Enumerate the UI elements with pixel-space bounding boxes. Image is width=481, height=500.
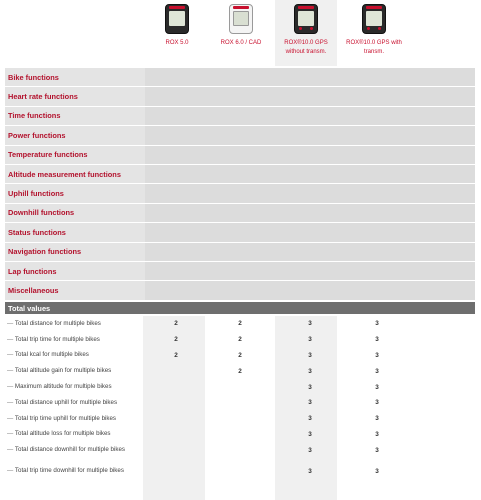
table-row: — Total altitude loss for multiple bikes 3 3 — [5, 427, 475, 443]
table-row: — Total altitude gain for multiple bikes 2 3 3 — [5, 363, 475, 379]
table-row: — Total distance uphill for multiple bikes 3 3 — [5, 395, 475, 411]
table-row: — Total distance for multiple bikes 2 2 3 3 — [5, 316, 475, 332]
table-row: — Maximum altitude for multiple bikes 3 3 — [5, 379, 475, 395]
device-image — [294, 4, 318, 34]
table-row: — Total trip time for multiple bikes 2 2 3 3 — [5, 332, 475, 348]
function-sections — [5, 68, 475, 301]
section-temperature-functions[interactable]: Temperature functions — [5, 146, 475, 165]
product-rox-10-without[interactable] — [275, 0, 337, 66]
total-values-table — [5, 316, 475, 484]
device-image — [229, 4, 253, 34]
section-lap-functions[interactable]: Lap functions — [5, 262, 475, 281]
device-image — [362, 4, 386, 34]
section-uphill-functions[interactable]: Uphill functions — [5, 184, 475, 203]
table-row: — Total trip time downhill for multiple bikes 3 3 — [5, 458, 475, 484]
section-heart-rate-functions[interactable]: Heart rate functions — [5, 87, 475, 106]
product-name[interactable]: ROX®10.0 GPS without transm. — [284, 40, 328, 55]
section-altitude-functions[interactable]: Altitude measurement functions — [5, 165, 475, 184]
section-navigation-functions[interactable]: Navigation functions — [5, 243, 475, 262]
product-name[interactable]: ROX 6.0 / CAD — [220, 40, 262, 46]
section-downhill-functions[interactable]: Downhill functions — [5, 204, 475, 223]
section-miscellaneous[interactable]: Miscellaneous — [5, 281, 475, 300]
section-bike-functions[interactable]: Bike functions — [5, 68, 475, 87]
product-rox-6[interactable] — [212, 0, 270, 66]
product-header — [0, 0, 481, 66]
table-row: — Total trip time uphill for multiple bikes 3 3 — [5, 411, 475, 427]
table-row: — Total distance downhill for multiple bikes 3 3 — [5, 442, 475, 458]
section-time-functions[interactable]: Time functions — [5, 107, 475, 126]
section-power-functions[interactable]: Power functions — [5, 126, 475, 145]
section-total-values[interactable]: Total values — [5, 302, 475, 314]
product-name[interactable]: ROX 5.0 — [165, 40, 189, 46]
table-row: — Total kcal for multiple bikes 2 2 3 3 — [5, 348, 475, 364]
product-name[interactable]: ROX®10.0 GPS with transm. — [346, 40, 402, 55]
product-rox-10-with[interactable] — [343, 0, 405, 66]
section-status-functions[interactable]: Status functions — [5, 223, 475, 242]
product-rox-5[interactable] — [148, 0, 206, 66]
device-image — [165, 4, 189, 34]
